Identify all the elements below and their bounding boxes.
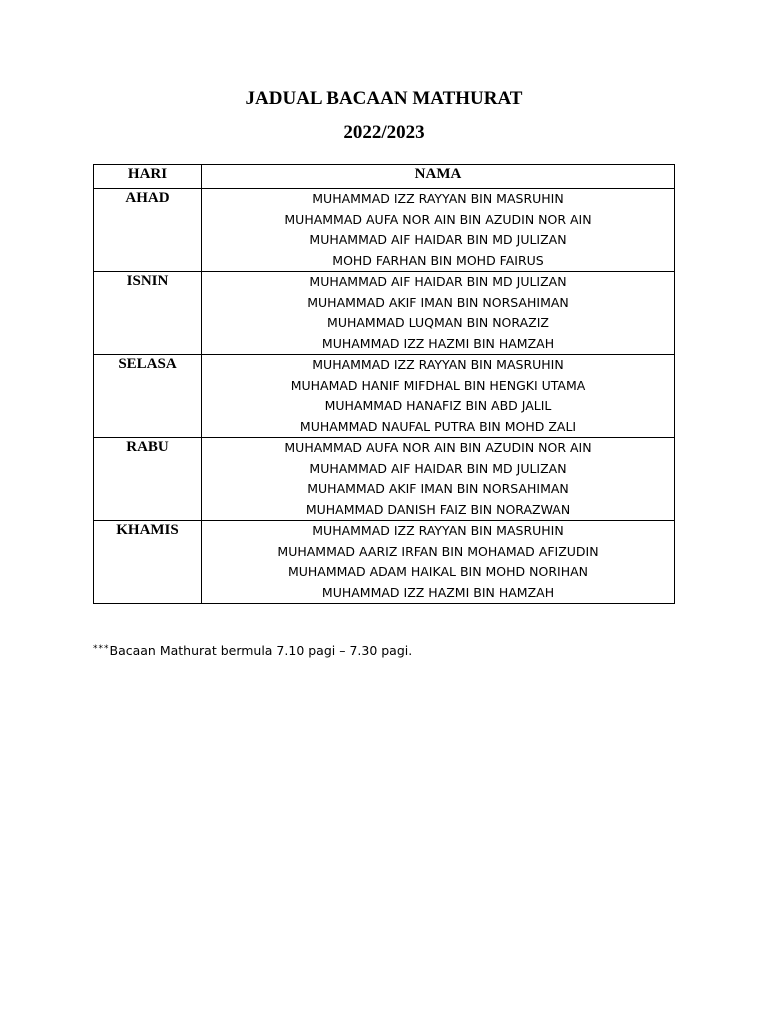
names-cell bbox=[202, 521, 675, 604]
name-entry: MUHAMMAD DANISH FAIZ BIN NORAZWAN bbox=[305, 501, 571, 517]
name-entry: MUHAMMAD ADAM HAIKAL BIN MOHD NORIHAN bbox=[287, 564, 589, 579]
names-cell bbox=[202, 189, 675, 272]
name-entry: MUHAMMAD IZZ RAYYAN BIN MASRUHIN bbox=[312, 357, 564, 372]
day-cell: RABU bbox=[94, 438, 202, 521]
name-entry: MUHAMMAD AKIF IMAN BIN NORSAHIMAN bbox=[307, 481, 569, 496]
day-cell: ISNIN bbox=[94, 272, 202, 355]
schedule-table bbox=[93, 164, 675, 604]
document-year: 2022/2023 bbox=[343, 122, 425, 143]
name-entry: MUHAMMAD AKIF IMAN BIN NORSAHIMAN bbox=[307, 294, 569, 310]
footnote-text: Bacaan Mathurat bermula 7.10 pagi – 7.30 pagi. bbox=[109, 643, 413, 658]
table-row bbox=[94, 189, 675, 272]
header-names: NAMA bbox=[202, 165, 675, 189]
name-entry: MUHAMMAD IZZ RAYYAN BIN MASRUHIN bbox=[312, 191, 564, 206]
name-entry: MUHAMMAD IZZ HAZMI BIN HAMZAH bbox=[321, 335, 555, 351]
names-cell bbox=[202, 438, 675, 521]
name-entry: MUHAMMAD AUFA NOR AIN BIN AZUDIN NOR AIN bbox=[284, 440, 592, 455]
names-cell bbox=[202, 355, 675, 438]
name-entry: MUHAMMAD NAUFAL PUTRA BIN MOHD ZALI bbox=[299, 418, 577, 434]
day-cell: AHAD bbox=[94, 189, 202, 272]
document-title: JADUAL BACAAN MATHURAT bbox=[245, 88, 523, 109]
name-entry: MUHAMMAD AIF HAIDAR BIN MD JULIZAN bbox=[309, 460, 567, 476]
name-entry: MUHAMMAD IZZ HAZMI BIN HAMZAH bbox=[321, 584, 555, 600]
name-entry: MUHAMMAD AUFA NOR AIN BIN AZUDIN NOR AIN bbox=[284, 211, 592, 227]
day-cell: KHAMIS bbox=[94, 521, 202, 604]
table-row bbox=[94, 438, 675, 521]
names-cell bbox=[202, 272, 675, 355]
name-entry: MUHAMMAD IZZ RAYYAN BIN MASRUHIN bbox=[312, 523, 564, 538]
name-entry: MUHAMMAD HANAFIZ BIN ABD JALIL bbox=[324, 398, 552, 413]
name-entry: MUHAMMAD AARIZ IRFAN BIN MOHAMAD AFIZUDIN bbox=[277, 543, 599, 559]
name-entry: MOHD FARHAN BIN MOHD FAIRUS bbox=[332, 252, 544, 268]
name-entry: MUHAMMAD AIF HAIDAR BIN MD JULIZAN bbox=[309, 232, 567, 247]
name-entry: MUHAMMAD LUQMAN BIN NORAZIZ bbox=[327, 315, 549, 330]
table-row bbox=[94, 521, 675, 604]
table-header-row bbox=[94, 165, 675, 189]
header-day: HARI bbox=[94, 165, 202, 189]
day-cell: SELASA bbox=[94, 355, 202, 438]
footnote-stars: *** bbox=[93, 644, 110, 654]
footnote bbox=[93, 640, 412, 660]
name-entry: MUHAMMAD AIF HAIDAR BIN MD JULIZAN bbox=[309, 274, 567, 289]
table-row bbox=[94, 272, 675, 355]
table-row bbox=[94, 355, 675, 438]
name-entry: MUHAMAD HANIF MIFDHAL BIN HENGKI UTAMA bbox=[290, 377, 586, 393]
table-body bbox=[94, 189, 675, 604]
